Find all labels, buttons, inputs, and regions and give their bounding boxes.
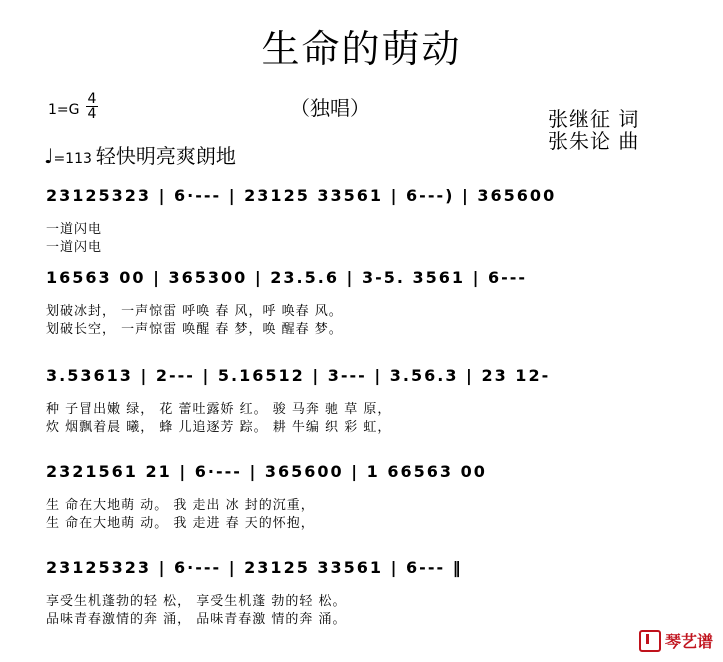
lyricist: 张继征 词 [548, 107, 640, 131]
key-signature: 1=G [48, 102, 80, 118]
song-title: 生命的萌动 [261, 27, 462, 71]
site-logo [639, 629, 713, 652]
lyric-verse-2: 划破长空， 一声惊雷 唤醒 春 梦，唤 醒春 梦。 [46, 322, 343, 337]
lyric-verse-2: 生 命在大地萌 动。 我 走进 春 天的怀抱， [46, 516, 315, 531]
meter-top: 4 [87, 91, 97, 107]
tempo-text: 轻快明亮爽朗地 [95, 144, 236, 168]
notes-line: 2321561 21 | 6·--- | 365600 | 1 66563 00 [46, 462, 487, 481]
meter-bottom: 4 [87, 106, 97, 122]
notes-line: 23125323 | 6·--- | 23125 33561 | 6--- ‖ [46, 558, 463, 577]
time-signature [86, 92, 98, 121]
credits [548, 108, 639, 152]
lyric-verse-2: 炊 烟飘着晨 曦， 蜂 儿追逐芳 踪。 耕 牛编 织 彩 虹， [46, 420, 392, 435]
notes-line: 3.53613 | 2--- | 5.16512 | 3--- | 3.56.3 | 23 12- [46, 366, 551, 385]
logo-icon [639, 630, 661, 652]
quarter-note-icon: ♩ [44, 144, 54, 168]
lyric-verse-2: 品味青春激情的奔 涌， 品味青春激 情的奔 涌。 [46, 612, 347, 627]
song-subtitle: （独唱） [290, 96, 370, 120]
lyric-verse-1: 生 命在大地萌 动。 我 走出 冰 封的沉重， [46, 498, 315, 513]
lyric-verse-1: 种 子冒出嫩 绿， 花 蕾吐露娇 红。 骏 马奔 驰 草 原， [46, 402, 392, 417]
notes-line: 23125323 | 6·--- | 23125 33561 | 6---) | 365600 [46, 186, 557, 205]
tempo-bpm: =113 [53, 151, 92, 167]
notes-line: 16563 00 | 365300 | 23.5.6 | 3-5. 3561 | 6--- [46, 268, 528, 287]
lyric-verse-1: 享受生机蓬勃的轻 松， 享受生机蓬 勃的轻 松。 [46, 594, 347, 609]
tempo-marking [44, 140, 236, 169]
lyric-verse-1: 划破冰封， 一声惊雷 呼唤 春 风，呼 唤春 风。 [46, 304, 343, 319]
lyric-verse-1: 一道闪电 [46, 222, 103, 237]
logo-text: 琴艺谱 [664, 632, 713, 651]
composer: 张朱论 曲 [548, 129, 640, 153]
lyric-verse-2: 一道闪电 [46, 240, 103, 255]
